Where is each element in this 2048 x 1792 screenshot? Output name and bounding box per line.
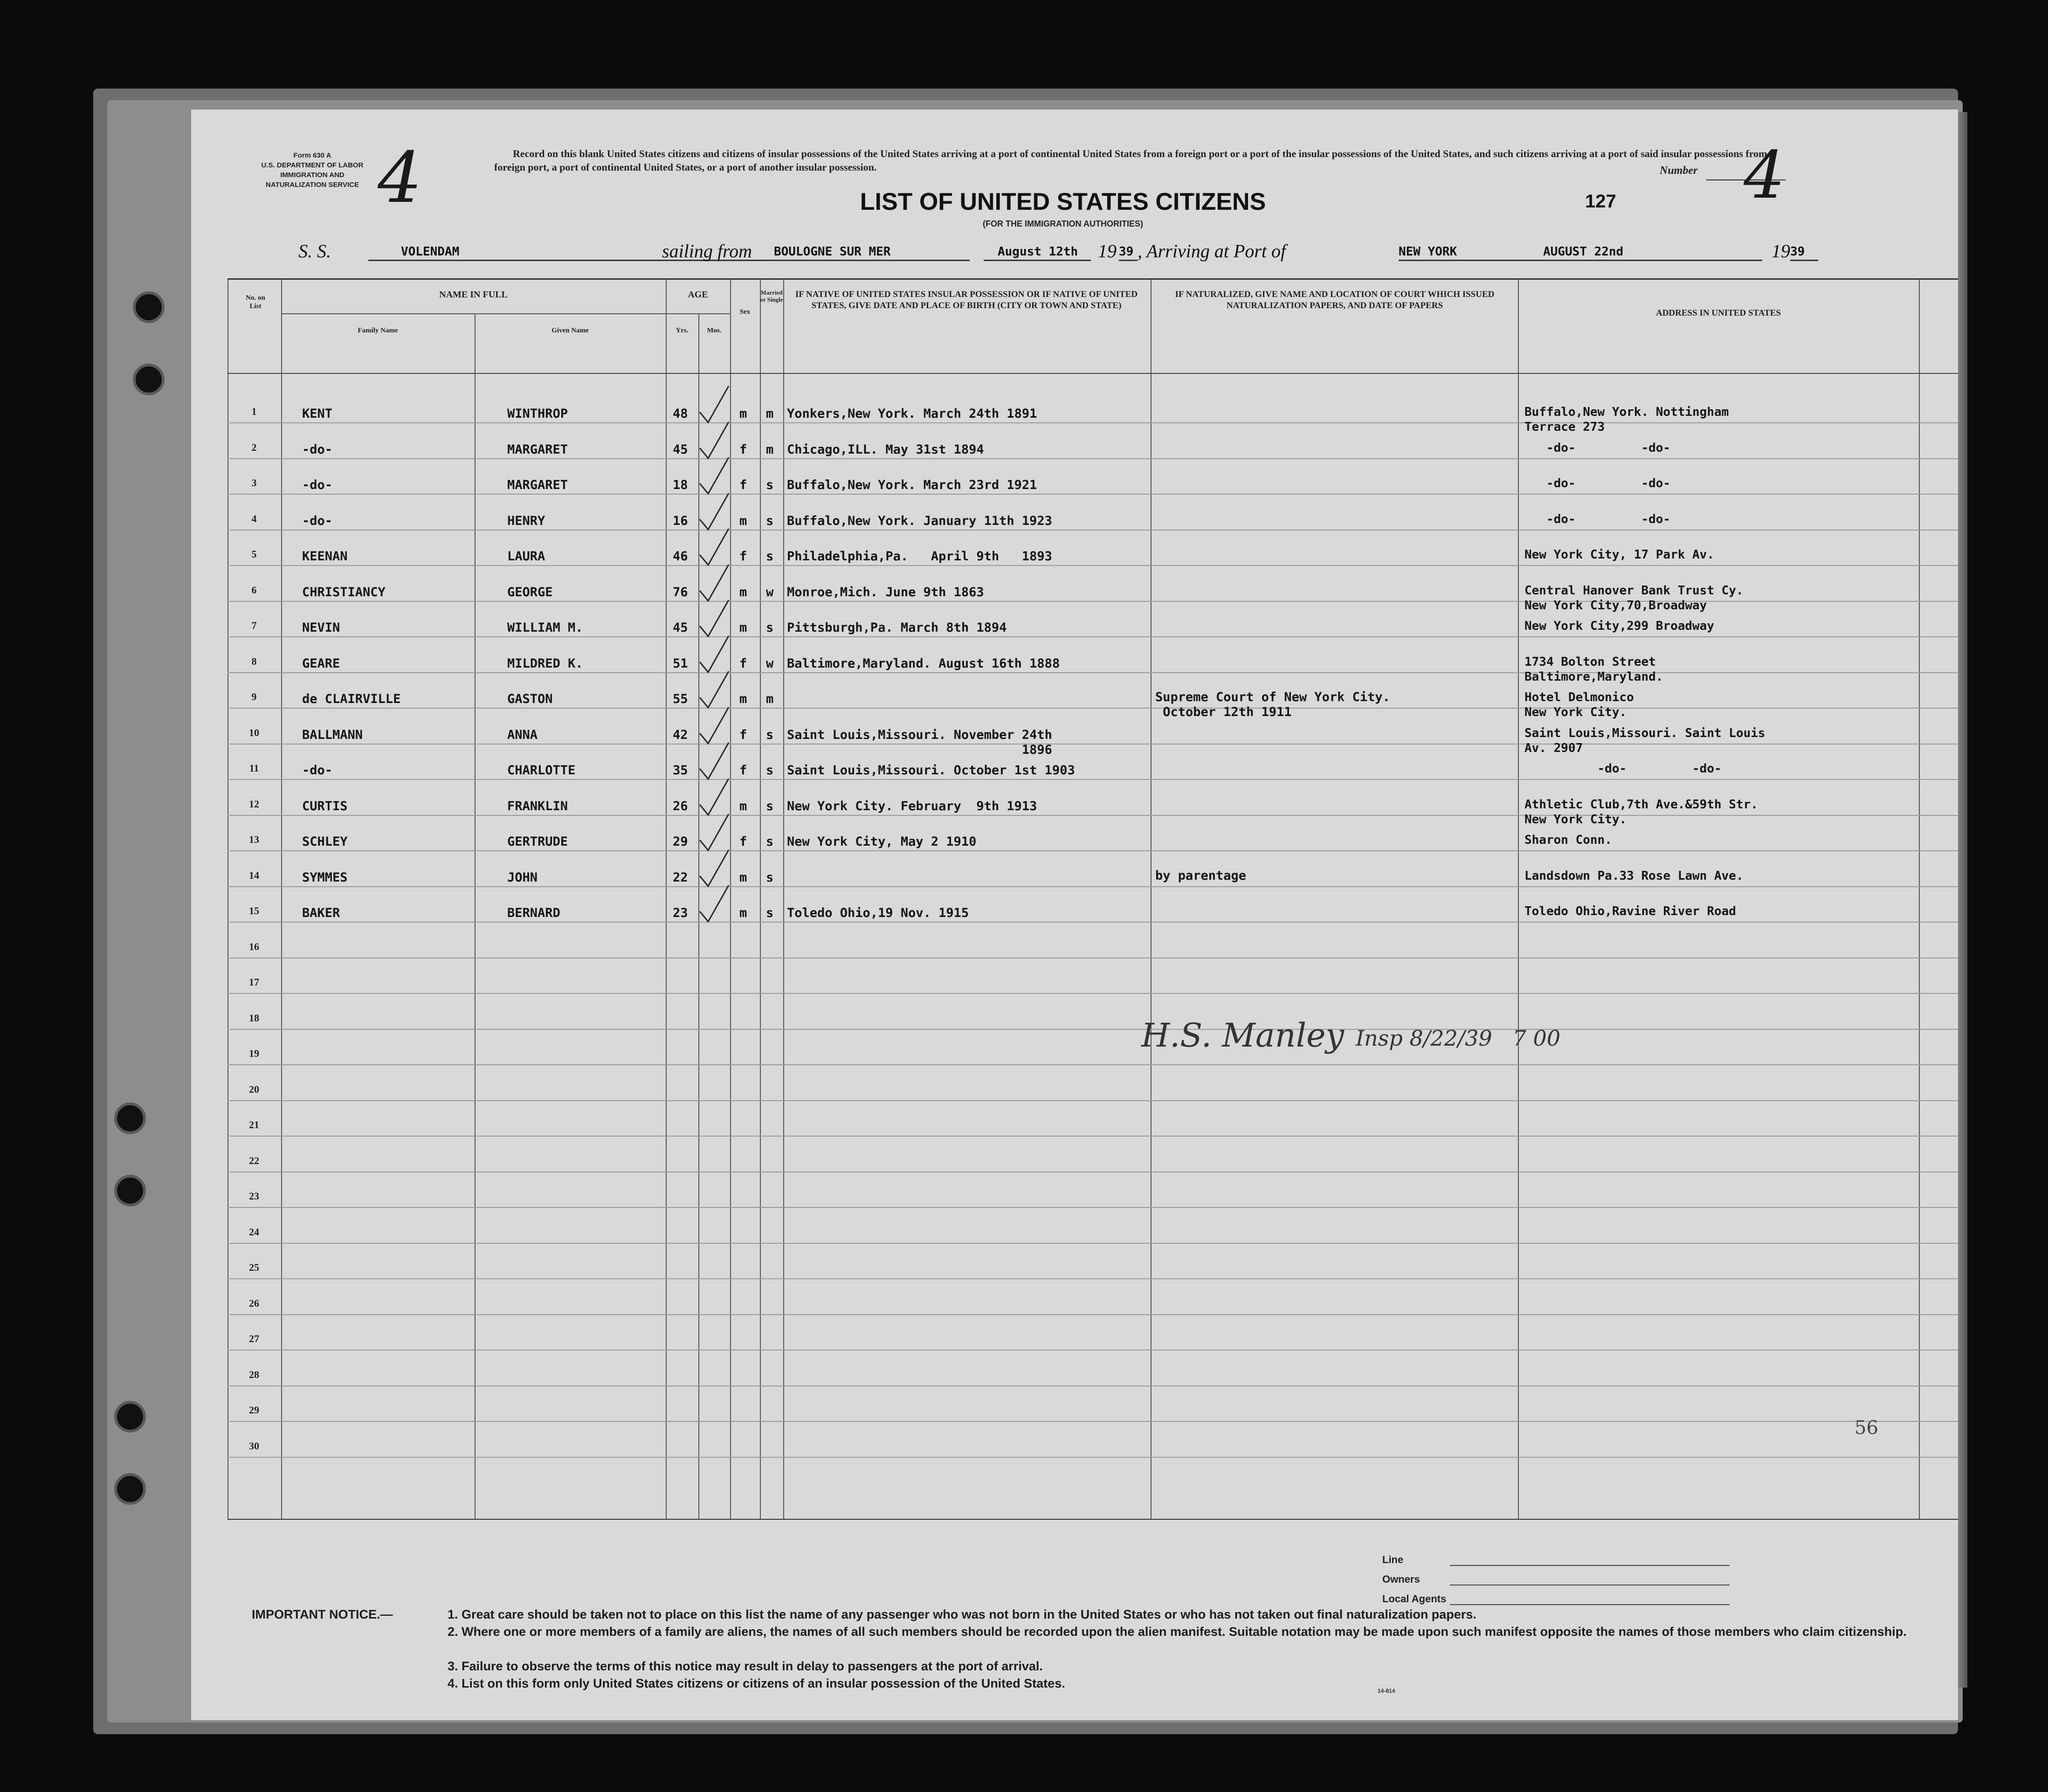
- family-name-cell: KEENAN: [302, 549, 348, 564]
- local-agents-label: Local Agents: [1382, 1593, 1447, 1605]
- marital-status-cell: s: [766, 513, 774, 528]
- row-rule: [228, 494, 1958, 495]
- row-rule: [228, 672, 1958, 673]
- marital-status-cell: w: [766, 656, 774, 671]
- row-number: 20: [249, 1083, 259, 1095]
- local-agents-underline: [1450, 1604, 1730, 1605]
- row-number: 1: [251, 406, 257, 417]
- row-number: 6: [251, 584, 257, 596]
- row-rule: [228, 779, 1958, 780]
- age-cell: 45: [673, 620, 688, 635]
- handwritten-signature: H.S. Manley: [1141, 1016, 1345, 1055]
- row-rule: [228, 1278, 1958, 1279]
- header-age: AGE: [688, 289, 708, 300]
- form-code: 14-814: [1378, 1688, 1395, 1694]
- row-rule: [228, 1350, 1958, 1351]
- given-name-cell: CHARLOTTE: [507, 763, 576, 778]
- row-number: 29: [249, 1404, 259, 1416]
- marital-status-cell: s: [766, 727, 774, 742]
- handwritten-page-number: 4: [378, 138, 422, 219]
- row-rule: [228, 1136, 1958, 1137]
- age-cell: 26: [673, 799, 688, 813]
- row-rule: [228, 1064, 1958, 1065]
- notice-heading: IMPORTANT NOTICE.—: [252, 1607, 393, 1621]
- given-name-cell: LAURA: [507, 549, 545, 564]
- marital-status-cell: s: [766, 620, 774, 635]
- row-number: 10: [249, 726, 259, 738]
- row-number: 11: [249, 762, 259, 774]
- notice-item: 4. List on this form only United States citizens or citizens of an insular possession of the United States.: [448, 1676, 1065, 1690]
- row-number: 24: [249, 1226, 259, 1238]
- row-number: 8: [251, 655, 257, 667]
- marital-status-cell: s: [766, 834, 774, 849]
- document-title: LIST OF UNITED STATES CITIZENS: [860, 188, 1266, 215]
- address-cell: -do- -do-: [1524, 441, 1671, 455]
- record-instructions: Record on this blank United States citizens and citizens of insular possessions of the United States arriving at a port of continental United States from a foreign port or a port of the insular possessions of the United States, and such citizens arriving at a port of said insular possessions from a foreign port, a port of continental United States, or a port of another insular possession.: [494, 148, 1775, 173]
- sex-cell: f: [739, 478, 747, 492]
- age-cell: 48: [673, 407, 688, 421]
- ship-name: VOLENDAM: [368, 245, 825, 261]
- departure-year: 39: [1119, 245, 1138, 261]
- column-divider: [760, 280, 761, 1520]
- row-rule: [228, 1207, 1958, 1208]
- binder-hole: [114, 1473, 146, 1505]
- address-cell: Sharon Conn.: [1524, 833, 1612, 847]
- sex-cell: m: [739, 585, 747, 600]
- column-divider: [1151, 280, 1152, 1520]
- age-cell: 76: [673, 585, 688, 600]
- marital-status-cell: m: [766, 407, 774, 421]
- given-name-cell: GERTRUDE: [507, 834, 568, 849]
- row-rule: [228, 1314, 1958, 1315]
- sex-cell: f: [739, 727, 747, 742]
- row-number: 14: [249, 869, 259, 881]
- manifest-page: [191, 110, 1958, 1720]
- handwritten-count: 56: [1855, 1417, 1878, 1439]
- row-rule: [228, 1457, 1958, 1458]
- passenger-table: [228, 278, 1958, 1520]
- header-name-in-full: NAME IN FULL: [439, 289, 508, 300]
- row-rule: [228, 530, 1958, 531]
- naturalization-cell: Supreme Court of New York City. October 12th 1911: [1155, 690, 1390, 719]
- row-number: 23: [249, 1190, 259, 1202]
- given-name-cell: GASTON: [507, 692, 553, 706]
- age-cell: 46: [673, 549, 688, 564]
- birth-cell: Saint Louis,Missouri. November 24th 1896: [787, 727, 1052, 757]
- marital-status-cell: w: [766, 585, 774, 600]
- age-cell: 45: [673, 442, 688, 457]
- sex-cell: m: [739, 799, 747, 813]
- address-cell: Saint Louis,Missouri. Saint Louis Av. 2907: [1524, 726, 1765, 755]
- family-name-cell: SYMMES: [302, 870, 348, 885]
- row-number: 16: [249, 940, 259, 952]
- address-cell: Hotel Delmonico New York City.: [1524, 690, 1634, 719]
- age-cell: 16: [673, 513, 688, 528]
- marital-status-cell: s: [766, 478, 774, 492]
- header-rule: [228, 373, 1958, 374]
- given-name-cell: MARGARET: [507, 442, 568, 457]
- marital-status-cell: m: [766, 442, 774, 457]
- given-name-cell: WINTHROP: [507, 407, 568, 421]
- age-cell: 55: [673, 692, 688, 706]
- given-name-cell: BERNARD: [507, 906, 560, 920]
- sex-cell: f: [739, 656, 747, 671]
- row-rule: [228, 1421, 1958, 1422]
- given-name-cell: JOHN: [507, 870, 538, 885]
- line-label: Line: [1382, 1554, 1404, 1565]
- address-cell: Landsdown Pa.33 Rose Lawn Ave.: [1524, 868, 1744, 883]
- sex-cell: f: [739, 834, 747, 849]
- arrival-year-prefix: 19: [1772, 241, 1790, 262]
- notice-item: 1. Great care should be taken not to place on this list the name of any passenger who was not born in the United States or who has not taken out final naturalization papers.: [448, 1607, 1476, 1621]
- row-rule: [228, 922, 1958, 923]
- binder-hole: [114, 1401, 146, 1433]
- age-cell: 35: [673, 763, 688, 778]
- sex-cell: m: [739, 407, 747, 421]
- age-cell: 51: [673, 656, 688, 671]
- binder-hole: [114, 1103, 146, 1134]
- notice-item: 2. Where one or more members of a family are aliens, the names of all such members should be recorded upon the alien manifest. Suitable notation may be made upon such manifest opposite the names of those members who claim citizenship.: [448, 1625, 1907, 1639]
- row-number: 25: [249, 1261, 259, 1273]
- age-cell: 18: [673, 478, 688, 492]
- address-cell: 1734 Bolton Street Baltimore,Maryland.: [1524, 655, 1663, 684]
- column-divider: [666, 280, 667, 1520]
- row-rule: [228, 1029, 1958, 1030]
- column-divider: [1919, 280, 1920, 1520]
- row-rule: [228, 1385, 1958, 1386]
- row-rule: [228, 636, 1958, 637]
- given-name-cell: MARGARET: [507, 478, 568, 492]
- sex-cell: f: [739, 763, 747, 778]
- marital-status-cell: s: [766, 763, 774, 778]
- arrival-date: AUGUST 22nd: [1506, 245, 1762, 261]
- row-number: 22: [249, 1154, 259, 1166]
- age-cell: 23: [673, 906, 688, 920]
- given-name-cell: GEORGE: [507, 585, 553, 600]
- address-cell: Toledo Ohio,Ravine River Road: [1524, 904, 1736, 918]
- departure-date: August 12th: [984, 245, 1091, 261]
- sailing-from-label: sailing from: [662, 241, 752, 262]
- row-rule: [228, 565, 1958, 566]
- header-birth: IF NATIVE OF UNITED STATES INSULAR POSSESSION OR IF NATIVE OF UNITED STATES, GIVE DATE AND PLACE OF BIRTH (CITY OR TOWN AND STATE): [795, 289, 1138, 310]
- naturalization-cell: by parentage: [1155, 868, 1247, 883]
- row-number: 26: [249, 1297, 259, 1309]
- row-number: 27: [249, 1333, 259, 1344]
- marital-status-cell: s: [766, 799, 774, 813]
- birth-cell: Yonkers,New York. March 24th 1891: [787, 407, 1037, 421]
- given-name-cell: ANNA: [507, 727, 538, 742]
- handwritten-inspection-note: Insp 8/22/39 7 00: [1356, 1026, 1561, 1051]
- row-number: 19: [249, 1048, 259, 1059]
- birth-cell: Baltimore,Maryland. August 16th 1888: [787, 656, 1060, 671]
- marital-status-cell: s: [766, 870, 774, 885]
- birth-cell: Chicago,ILL. May 31st 1894: [787, 442, 984, 457]
- sex-cell: f: [739, 549, 747, 564]
- birth-cell: Monroe,Mich. June 9th 1863: [787, 585, 984, 600]
- address-cell: New York City, 17 Park Av.: [1524, 548, 1714, 562]
- row-number: 17: [249, 976, 259, 988]
- address-cell: Athletic Club,7th Ave.&59th Str. New York City.: [1524, 797, 1758, 827]
- number-label: Number: [1660, 165, 1698, 177]
- birth-cell: Philadelphia,Pa. April 9th 1893: [787, 549, 1052, 564]
- row-number: 12: [249, 798, 259, 810]
- form-header: [191, 110, 1958, 282]
- row-rule: [228, 458, 1958, 459]
- form-id-line: U.S. DEPARTMENT OF LABOR: [261, 161, 364, 169]
- family-name-cell: -do-: [302, 478, 333, 492]
- address-cell: Central Hanover Bank Trust Cy. New York City,70,Broadway: [1524, 583, 1744, 613]
- address-cell: -do- -do-: [1524, 476, 1671, 490]
- address-cell: -do- -do-: [1524, 762, 1722, 776]
- arrival-year: 39: [1790, 245, 1818, 261]
- row-number: 2: [251, 441, 257, 453]
- birth-cell: New York City. February 9th 1913: [787, 799, 1037, 813]
- given-name-cell: HENRY: [507, 513, 545, 528]
- row-rule: [228, 850, 1958, 851]
- family-name-cell: KENT: [302, 407, 333, 421]
- family-name-cell: -do-: [302, 513, 333, 528]
- port-to: NEW YORK: [1399, 245, 1506, 261]
- row-number: 13: [249, 834, 259, 845]
- age-cell: 29: [673, 834, 688, 849]
- sex-cell: m: [739, 620, 747, 635]
- family-name-cell: de CLAIRVILLE: [302, 692, 401, 706]
- birth-cell: Buffalo,New York. March 23rd 1921: [787, 478, 1037, 492]
- form-id-line: Form 630 A: [293, 152, 331, 159]
- header-given-name: Given Name: [552, 327, 589, 334]
- header-address: ADDRESS IN UNITED STATES: [1655, 308, 1781, 318]
- binder-hole: [133, 291, 165, 323]
- row-number: 18: [249, 1012, 259, 1024]
- tally-check-mark: [696, 882, 733, 924]
- handwritten-list-number: 4: [1744, 138, 1786, 214]
- row-number: 28: [249, 1368, 259, 1380]
- birth-cell: Pittsburgh,Pa. March 8th 1894: [787, 620, 1007, 635]
- row-number: 15: [249, 905, 259, 917]
- arriving-label: , Arriving at Port of: [1138, 241, 1286, 262]
- header-rule: [281, 313, 730, 314]
- header-married-or-single: Married or Single: [760, 289, 783, 303]
- notice-item: 3. Failure to observe the terms of this notice may result in delay to passengers at the port of arrival.: [448, 1659, 1043, 1673]
- header-no-on-list: No. on List: [246, 294, 265, 310]
- ss-label: S. S.: [298, 241, 331, 262]
- given-name-cell: WILLIAM M.: [507, 620, 583, 635]
- family-name-cell: NEVIN: [302, 620, 340, 635]
- list-number: 127: [1585, 191, 1616, 212]
- sex-cell: m: [739, 906, 747, 920]
- document-subtitle: (FOR THE IMMIGRATION AUTHORITIES): [983, 219, 1143, 228]
- header-yrs: Yrs.: [676, 327, 689, 334]
- form-id-line: IMMIGRATION AND: [280, 171, 345, 179]
- header-sex: Sex: [739, 308, 751, 316]
- port-from: BOULOGNE SUR MER: [774, 245, 970, 261]
- form-id-line: NATURALIZATION SERVICE: [265, 181, 359, 189]
- family-name-cell: SCHLEY: [302, 834, 348, 849]
- row-rule: [228, 708, 1958, 709]
- row-number: 3: [251, 477, 257, 489]
- header-naturalized: IF NATURALIZED, GIVE NAME AND LOCATION OF COURT WHICH ISSUED NATURALIZATION PAPERS, AND DATE OF PAPERS: [1175, 289, 1495, 310]
- marital-status-cell: s: [766, 906, 774, 920]
- marital-status-cell: m: [766, 692, 774, 706]
- age-cell: 42: [673, 727, 688, 742]
- row-number: 21: [249, 1119, 259, 1130]
- header-mos: Mos.: [707, 327, 722, 334]
- column-divider: [1518, 280, 1519, 1520]
- binder-hole: [133, 364, 165, 395]
- row-rule: [228, 993, 1958, 994]
- sex-cell: m: [739, 513, 747, 528]
- sex-cell: f: [739, 442, 747, 457]
- family-name-cell: CHRISTIANCY: [302, 585, 386, 600]
- departure-year-prefix: 19: [1098, 241, 1117, 262]
- address-cell: Buffalo,New York. Nottingham Terrace 273: [1524, 405, 1729, 434]
- family-name-cell: BAKER: [302, 906, 340, 920]
- family-name-cell: -do-: [302, 442, 333, 457]
- row-number: 9: [251, 691, 257, 703]
- row-number: 4: [251, 512, 257, 524]
- row-number: 30: [249, 1440, 259, 1452]
- sex-cell: m: [739, 870, 747, 885]
- marital-status-cell: s: [766, 549, 774, 564]
- row-rule: [228, 886, 1958, 887]
- birth-cell: Saint Louis,Missouri. October 1st 1903: [787, 763, 1075, 778]
- line-underline: [1450, 1565, 1730, 1566]
- sex-cell: m: [739, 692, 747, 706]
- row-rule: [228, 1243, 1958, 1244]
- birth-cell: Buffalo,New York. January 11th 1923: [787, 513, 1052, 528]
- owners-label: Owners: [1382, 1573, 1420, 1585]
- row-number: 7: [251, 620, 257, 631]
- form-identifier: [247, 151, 378, 190]
- birth-cell: New York City, May 2 1910: [787, 834, 977, 849]
- address-cell: New York City,299 Broadway: [1524, 619, 1714, 633]
- family-name-cell: -do-: [302, 763, 333, 778]
- row-number: 5: [251, 548, 257, 560]
- sailing-line: [191, 240, 1958, 268]
- header-family-name: Family Name: [358, 327, 398, 334]
- family-name-cell: GEARE: [302, 656, 340, 671]
- given-name-cell: MILDRED K.: [507, 656, 583, 671]
- address-cell: -do- -do-: [1524, 512, 1671, 526]
- family-name-cell: BALLMANN: [302, 727, 363, 742]
- age-cell: 22: [673, 870, 688, 885]
- birth-cell: Toledo Ohio,19 Nov. 1915: [787, 906, 969, 920]
- given-name-cell: FRANKLIN: [507, 799, 568, 813]
- binder-hole: [114, 1175, 146, 1206]
- column-divider: [281, 280, 282, 1520]
- column-divider: [783, 280, 784, 1520]
- row-rule: [228, 1100, 1958, 1101]
- family-name-cell: CURTIS: [302, 799, 348, 813]
